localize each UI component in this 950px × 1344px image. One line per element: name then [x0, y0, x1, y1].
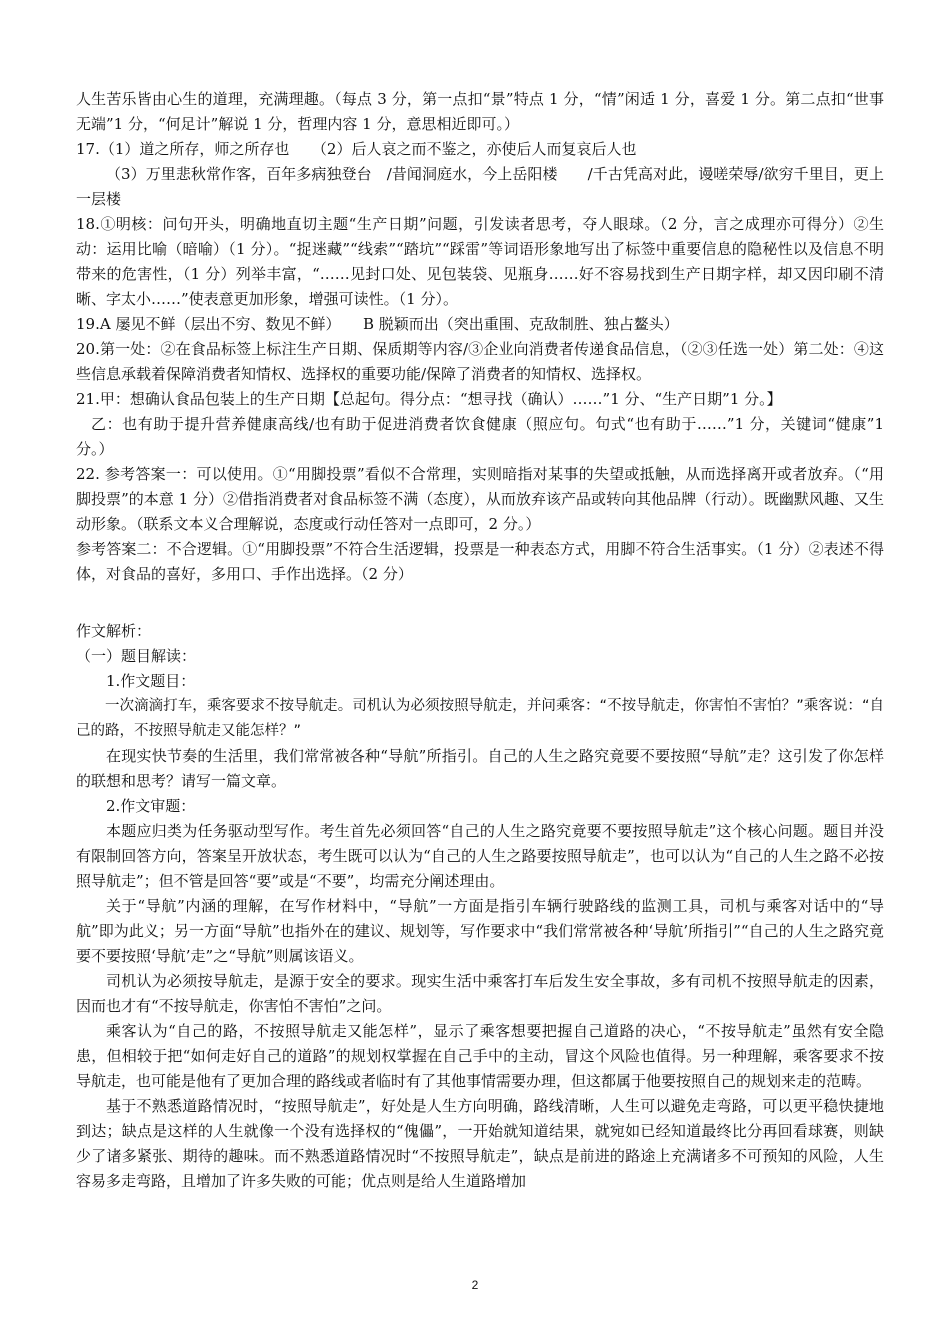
essay-paragraph: 司机认为必须按导航走，是源于安全的要求。现实生活中乘客打车后发生安全事故，多有司机不按照导航走的因素，因而也才有“不按导航走，你害怕不害怕”之问。 — [76, 972, 884, 1015]
answer-17-part3: （3）万里悲秋常作客，百年多病独登台 /昔闻洞庭水，今上岳阳楼 /千古凭高对此，谩嗟荣辱/欲穷千里目，更上一层楼 — [76, 165, 884, 208]
essay-prompt: 一次滴滴打车，乘客要求不按导航走。司机认为必须按照导航走，并问乘客：“不按导航走，你害怕不害怕？”乘客说：“自己的路，不按照导航走又能怎样？” — [76, 698, 884, 739]
essay-paragraph: 乘客认为“自己的路，不按照导航走又能怎样”，显示了乘客想要把握自己道路的决心，“不按导航走”虽然有安全隐患，但相较于把“如何走好自己的道路”的规划权掌握在自己手中的主动，冒这个风险也值得。另一种理解，乘客要求不按导航走，也可能是他有了更加合理的路线或者临时有了其他事情需要办理，但这都属于他要按照自己的规划来走的范畴。 — [76, 1022, 884, 1090]
answer-16-continued: 人生苦乐皆由心生的道理，充满理趣。（每点 3 分，第一点扣“景”特点 1 分，“情”闲适 1 分，喜爱 1 分。第二点扣“世事无端”1 分，“何足计”解说 1 分，哲理内容 1 分，意思相近即可。） — [76, 90, 884, 133]
page-content — [76, 87, 884, 1194]
essay-subheading-analysis: 2.作文审题： — [106, 797, 196, 815]
answer-21-jia: 21.甲：想确认食品包装上的生产日期【总起句。得分点：“想寻找（确认）……”1 分、“生产日期”1 分。】 — [76, 390, 782, 408]
essay-paragraph: 本题应归类为任务驱动型写作。考生首先必须回答“自己的人生之路究竟要不要按照导航走”这个核心问题。题目并没有限制回答方向，答案呈开放状态，考生既可以认为“自己的人生之路要按照导航走”，也可以认为“自己的人生之路不必按照导航走”；但不管是回答“要”或是“不要”，均需充分阐述理由。 — [76, 822, 884, 890]
answer-20: 20.第一处：②在食品标签上标注生产日期、保质期等内容/③企业向消费者传递食品信息，（②③任选一处）第二处：④这些信息承载着保障消费者知情权、选择权的重要功能/保障了消费者的知情权、选择权。 — [76, 340, 884, 383]
answer-22-option1: 22. 参考答案一：可以使用。①“用脚投票”看似不合常理，实则暗指对某事的失望或抵触，从而选择离开或者放弃。（“用脚投票”的本意 1 分）②借指消费者对食品标签不满（态度），从而放弃该产品或转向其他品牌（行动）。既幽默风趣、又生动形象。（联系文本义合理解说，态度或行动任答对一点即可，2 分。） — [76, 465, 884, 533]
page-number: 2 — [471, 1278, 479, 1292]
answer-21-yi: 乙：也有助于提升营养健康高线/也有助于促进消费者饮食健康（照应句。句式“也有助于……”1 分，关键词“健康”1 分。） — [76, 415, 884, 458]
essay-subheading-topic: 1.作文题目： — [106, 672, 196, 690]
answer-17: 17.（1）道之所存，师之所存也 （2）后人哀之而不鉴之，亦使后人而复哀后人也 — [76, 140, 637, 158]
essay-paragraph: 关于“导航”内涵的理解，在写作材料中，“导航”一方面是指引车辆行驶路线的监测工具，司机与乘客对话中的“导航”即为此义；另一方面“导航”也指外在的建议、规划等，写作要求中“我们常常被各种‘导航’所指引”“自己的人生之路究竟要不要按照‘导航’走”之“导航”则属该语义。 — [76, 897, 884, 965]
section-gap — [76, 587, 884, 619]
essay-prompt-requirement: 在现实快节奏的生活里，我们常常被各种“导航”所指引。自己的人生之路究竟要不要按照“导航”走？这引发了你怎样的联想和思考？请写一篇文章。 — [76, 747, 884, 790]
answer-22-option2: 参考答案二：不合逻辑。①“用脚投票”不符合生活逻辑，投票是一种表态方式，用脚不符合生活事实。（1 分）②表述不得体，对食品的喜好，多用口、手作出选择。（2 分） — [76, 540, 884, 583]
essay-paragraph: 基于不熟悉道路情况时，“按照导航走”，好处是人生方向明确，路线清晰，人生可以避免走弯路，可以更平稳快捷地到达；缺点是这样的人生就像一个没有选择权的“傀儡”，一开始就知道结果，就宛如已经知道最终比分再回看球赛，则缺少了诸多紧张、期待的趣味。而不熟悉道路情况时“不按照导航走”，缺点是前进的路途上充满诸多不可预知的风险，人生容易多走弯路，且增加了许多失败的可能；优点则是给人生道路增加 — [76, 1097, 884, 1190]
essay-section-title: （一）题目解读： — [76, 647, 197, 665]
answer-19: 19.A 屡见不鲜（层出不穷、数见不鲜） B 脱颖而出（突出重围、克敌制胜、独占鳌头） — [76, 315, 679, 333]
essay-heading: 作文解析： — [76, 622, 152, 640]
answer-18: 18.①明核：问句开头，明确地直切主题“生产日期”问题，引发读者思考，夺人眼球。（2 分，言之成理亦可得分）②生动：运用比喻（暗喻）（1 分）。“捉迷藏”“线索”“踏坑”“踩雷”等词语形象地写出了标签中重要信息的隐秘性以及信息不明带来的危害性，（1 分）列举丰富，“……见封口处、见包装袋、见瓶身……好不容易找到生产日期字样，却又因印刷不清晰、字太小……”使表意更加形象，增强可读性。（1 分）。 — [76, 215, 884, 308]
